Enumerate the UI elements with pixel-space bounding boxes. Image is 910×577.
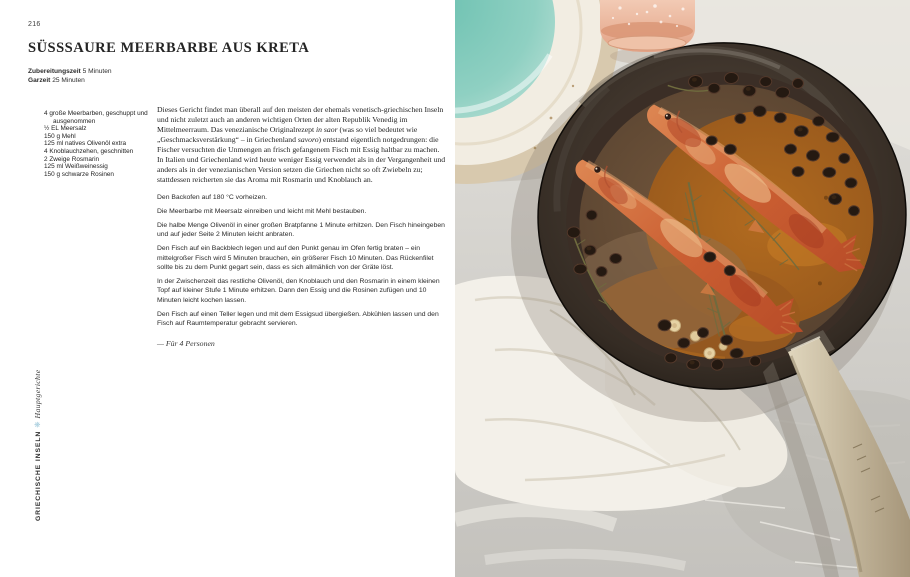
recipe-body xyxy=(157,105,447,356)
cook-time-value: 25 Minuten xyxy=(52,77,85,85)
cook-time-row xyxy=(28,76,112,85)
intro-text: Dieses Gericht findet man überall auf den meisten der ehemals venetisch-griechischen Inseln und nicht zuletzt auch an anderen wichtigen Orten der alten Republik Venedig im Mittelmeerraum. Das venezianische Originalrezept xyxy=(157,105,444,134)
recipe-title: SÜSSSAURE MEERBARBE AUS KRETA xyxy=(28,40,310,56)
recipe-photo-page xyxy=(455,0,910,577)
ingredient-item: 125 ml Weißweinessig xyxy=(44,163,108,171)
ingredient-item: 2 Zweige Rosmarin xyxy=(44,155,100,163)
recipe-step: Den Backofen auf 180 °C vorheizen. xyxy=(157,194,268,201)
ingredient-item: 150 g Mehl xyxy=(44,132,76,140)
intro-italic-term: in saor xyxy=(316,125,338,134)
recipe-step: Die Meerbarbe mit Meersalz einreiben und leicht mit Mehl bestauben. xyxy=(157,207,367,215)
prep-time-value: 5 Minuten xyxy=(82,68,112,75)
spine-chapter-label: GRIECHISCHE INSELN xyxy=(35,430,42,521)
ingredient-list xyxy=(44,110,160,178)
ingredient-item: 4 Knoblauchzehen, geschnitten xyxy=(44,147,134,155)
prep-time-label: Zubereitungszeit xyxy=(28,68,81,75)
recipe-meta xyxy=(28,67,112,86)
ingredient-item: ½ EL Meersalz xyxy=(44,125,87,133)
recipe-step: Den Fisch auf einen Teller legen und mit dem Essigsud übergießen. Abkühlen lassen und den Fisch auf Raumtemperatur gebracht servieren. xyxy=(157,310,439,327)
chapter-spine xyxy=(27,370,45,521)
serving-note: — Für 4 Personen xyxy=(157,339,215,349)
spine-section-label: Hauptgerichte xyxy=(33,369,42,419)
recipe-step: In der Zwischenzeit das restliche Olivenöl, den Knoblauch und den Rosmarin in einem kleinen Topf auf kleiner Stufe 1 Minute erhitzen. Dann den Essig und die Rosinen zufügen und 10 Minuten leicht kochen lassen. xyxy=(157,277,440,304)
intro-text: (was so viel bedeutet wie „Geschmacksverstärkung“ – in Griechenland xyxy=(157,125,418,144)
intro-paragraph xyxy=(157,105,447,185)
recipe-step: Den Fisch auf ein Backblech legen und auf den Punkt genau im Ofen fertig braten – ein mittelgroßer Fisch wird 5 Minuten brauchen, ein größerer Fisch 10 Minuten. Das Rückenfilet sollte bis zu dem Punkt gegart sein, dass es sich allmählich von der Gräte löst. xyxy=(157,245,434,271)
intro-italic-term: savoro xyxy=(297,135,319,144)
ingredient-item: 150 g schwarze Rosinen xyxy=(44,170,114,178)
ingredient-item: 125 ml natives Olivenöl extra xyxy=(44,140,127,148)
cook-time-label: Garzeit xyxy=(28,77,51,85)
intro-text: ) entstand eigentlich notgedrungen: die Fischer versuchten die Unmengen an frisch gefangenem Fisch mit Essig haltbar zu machen. In Italien und Griechenland wird heute weniger Essig verwendet als in der Vergangenheit und anders als in der venezianischen Version setzen die Griechen nicht so oft Zwiebeln zu; stattdessen reicherten sie das Aroma mit Rosmarin und Knoblauch an. xyxy=(157,135,446,184)
asterisk-icon: ❋ xyxy=(33,421,42,428)
page-number: 216 xyxy=(28,21,41,28)
recipe-photo xyxy=(455,0,910,577)
recipe-step: Die halbe Menge Olivenöl in einer großen Bratpfanne 1 Minute erhitzen. Den Fisch hineingeben und auf jeder Seite 2 Minuten leicht anbraten. xyxy=(157,221,445,239)
prep-time-row xyxy=(28,67,112,76)
ingredient-item: 4 große Meerbarben, geschuppt und ausgenommen xyxy=(44,110,148,125)
